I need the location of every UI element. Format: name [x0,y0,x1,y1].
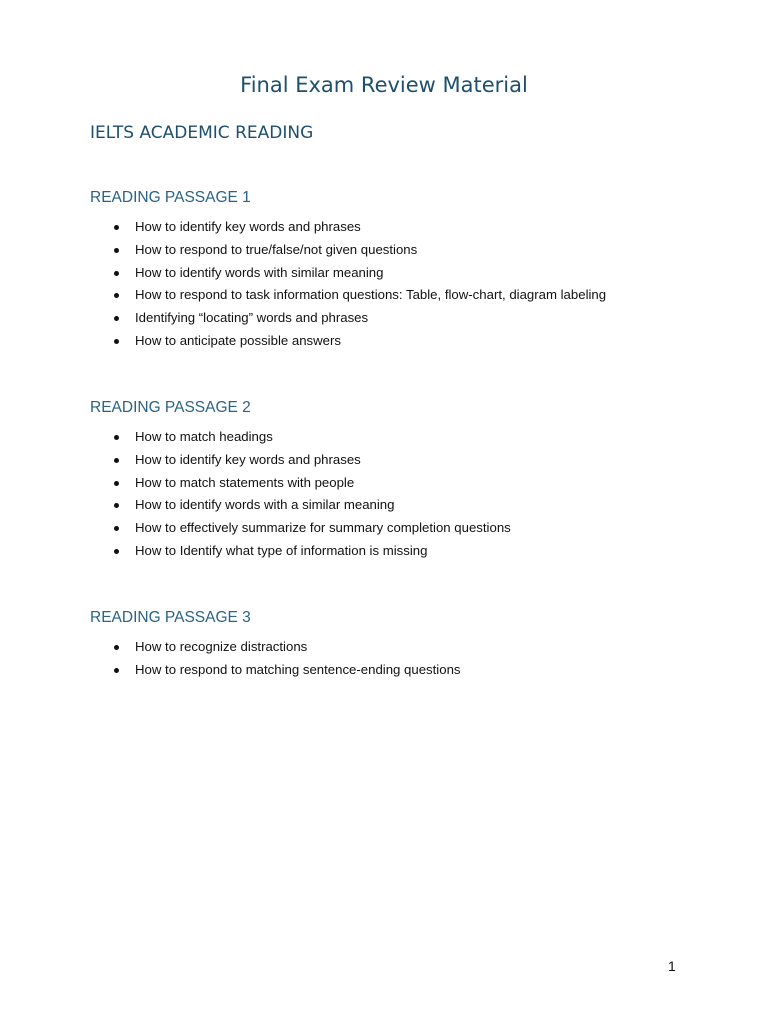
list-item [90,472,710,495]
bullet-icon [114,481,119,486]
section-heading: READING PASSAGE 3 [90,609,251,626]
bullet-icon [114,248,119,253]
bullet-icon [114,316,119,321]
list-item-text: How to effectively summarize for summary completion questions [135,520,511,536]
list-item [90,494,710,517]
list-item [90,216,710,239]
section-reading-passage-1 [90,188,710,353]
list-item-text: How to identify key words and phrases [135,451,361,467]
bullet-icon [114,435,119,440]
list-item [90,659,710,682]
bullet-icon [114,293,119,298]
bullet-list [90,216,710,353]
list-item-text: How to anticipate possible answers [135,332,341,348]
bullet-icon [114,526,119,531]
list-item [90,239,710,262]
page-number: 1 [668,958,676,974]
list-item-text: How to identify key words and phrases [135,219,361,234]
bullet-icon [114,339,119,344]
list-item-text: How to match headings [135,429,273,444]
list-item-text: How to respond to task information questions: Table, flow-chart, diagram labeling [135,287,607,303]
list-item [90,449,710,472]
section-reading-passage-3 [90,608,710,682]
section-heading: READING PASSAGE 2 [90,399,251,416]
list-item [90,262,710,285]
bullet-icon [114,271,119,276]
bullet-icon [114,549,119,554]
list-item-text: Identifying “locating” words and phrases [135,310,369,326]
bullet-list [90,636,710,682]
document-title: Final Exam Review Material [240,73,528,97]
list-item [90,284,710,307]
section-reading-passage-2 [90,398,710,563]
bullet-icon [114,645,119,650]
list-item [90,636,710,659]
bullet-icon [114,503,119,508]
list-item-text: How to recognize distractions [135,639,308,654]
list-item-text: How to identify words with similar meaning [135,264,384,280]
bullet-icon [114,668,119,673]
section-heading: READING PASSAGE 1 [90,189,251,206]
list-item-text: How to match statements with people [135,474,355,490]
list-item-text: How to identify words with a similar meaning [135,497,395,513]
list-item [90,307,710,330]
list-item [90,517,710,540]
list-item-text: How to respond to true/false/not given questions [135,241,418,257]
list-item [90,426,710,449]
bullet-list [90,426,710,563]
bullet-icon [114,225,119,230]
list-item [90,540,710,563]
bullet-icon [114,458,119,463]
list-item [90,330,710,353]
list-item-text: How to Identify what type of information is missing [135,542,428,558]
list-item-text: How to respond to matching sentence-ending questions [135,661,461,677]
document-subtitle: IELTS ACADEMIC READING [90,123,314,143]
